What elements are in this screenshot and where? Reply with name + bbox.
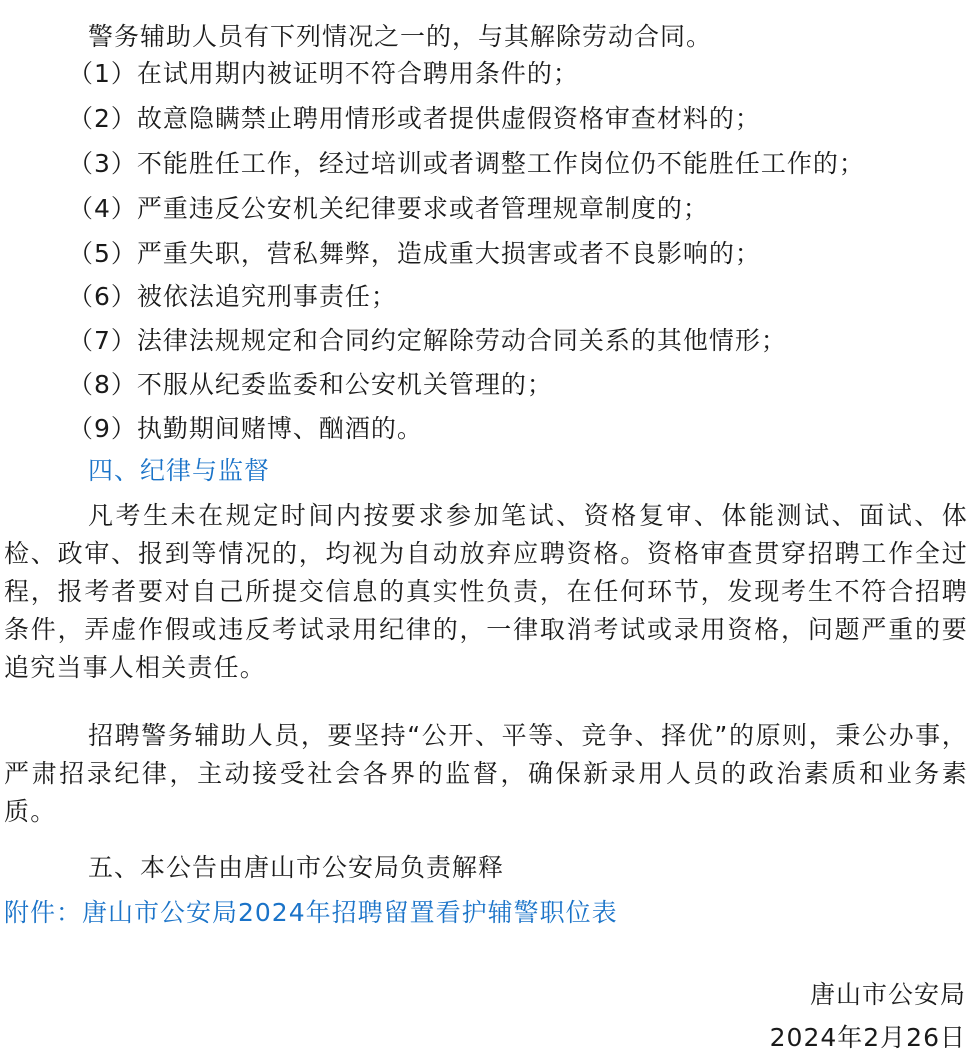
signature-org: 唐山市公安局 <box>809 980 966 1009</box>
dismissal-item-8: （8）不服从纪委监委和公安机关管理的； <box>68 370 553 399</box>
dismissal-item-1: （1）在试用期内被证明不符合聘用条件的； <box>68 59 579 88</box>
dismissal-item-7: （7）法律法规规定和合同约定解除劳动合同关系的其他情形； <box>68 326 787 355</box>
dismissal-item-3: （3）不能胜任工作，经过培训或者调整工作岗位仍不能胜任工作的； <box>68 149 865 178</box>
dismissal-item-6: （6）被依法追究刑事责任； <box>68 282 397 311</box>
dismissal-item-4: （4）严重违反公安机关纪律要求或者管理规章制度的； <box>68 194 709 223</box>
section-4-paragraph-2: 招聘警务辅助人员，要坚持“公开、平等、竞争、择优”的原则，秉公办事，严肃招录纪律，主动接受社会各界的监督，确保新录用人员的政治素质和业务素质。 <box>4 721 968 826</box>
section-5-heading: 五、本公告由唐山市公安局负责解释 <box>88 853 505 882</box>
dismissal-intro: 警务辅助人员有下列情况之一的，与其解除劳动合同。 <box>88 22 713 51</box>
dismissal-item-2: （2）故意隐瞒禁止聘用情形或者提供虚假资格审查材料的； <box>68 104 761 133</box>
section-4-paragraph-1: 凡考生未在规定时间内按要求参加笔试、资格复审、体能测试、面试、体检、政审、报到等情况的，均视为自动放弃应聘资格。资格审查贯穿招聘工作全过程，报考者要对自己所提交信息的真实性负责，在任何环节，发现考生不符合招聘条件，弄虚作假或违反考试录用纪律的，一律取消考试或录用资格，问题严重的要追究当事人相关责任。 <box>4 501 968 682</box>
cut-off-text-fragment <box>30 0 170 4</box>
dismissal-item-5: （5）严重失职，营私舞弊，造成重大损害或者不良影响的； <box>68 239 761 268</box>
attachment-link[interactable]: 附件：唐山市公安局2024年招聘留置看护辅警职位表 <box>4 898 618 927</box>
signature-date: 2024年2月26日 <box>769 1023 966 1052</box>
section-4-heading: 四、纪律与监督 <box>88 456 271 485</box>
dismissal-item-9: （9）执勤期间赌博、酗酒的。 <box>68 414 423 443</box>
